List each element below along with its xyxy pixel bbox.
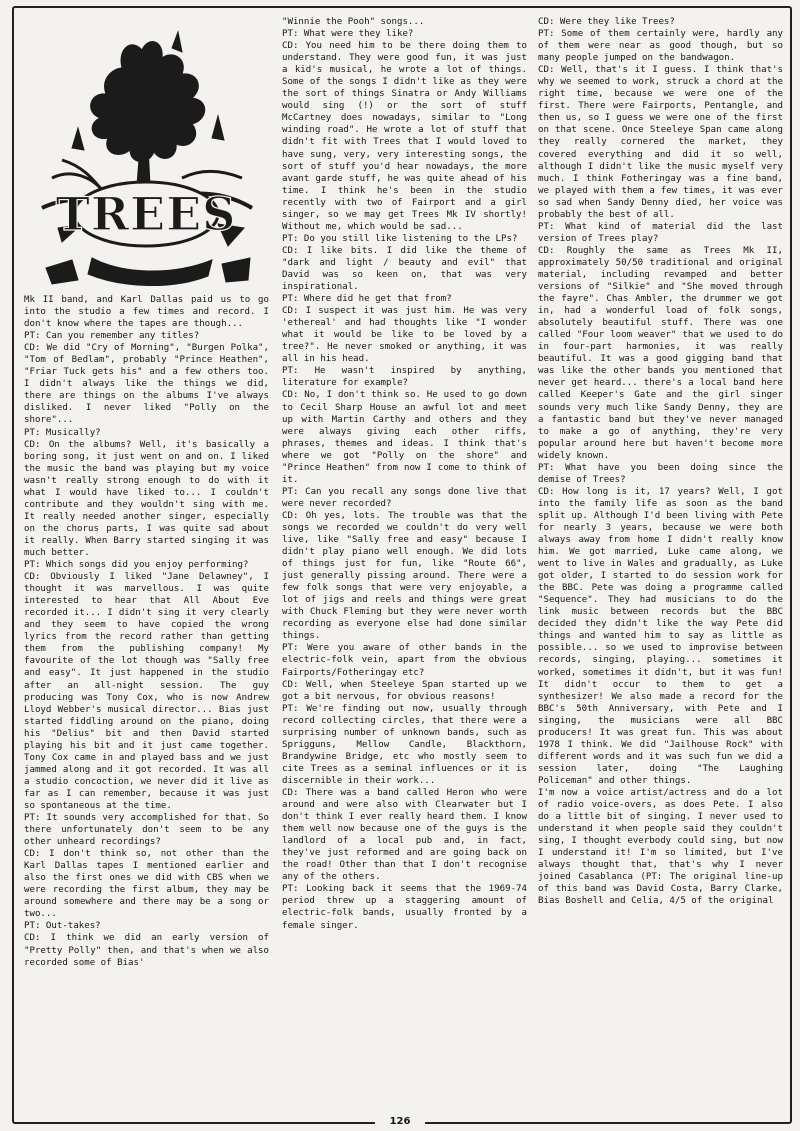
- paragraph: CD: I don't think so, not other than the Karl Dallas tapes I mentioned earlier and also the first ones we did with CBS when we were recording the first album, they may be around somewhere and there may be a song or two...: [24, 849, 269, 920]
- paragraph: PT: What have you been doing since the demise of Trees?: [538, 462, 783, 485]
- paragraph: CD: There was a band called Heron who were around and were also with Clearwater but I don't think I ever really heard them. I know them well now because one of the guys is the landlord of a local pub and, in fact, they've just reformed and are going back on the road! Other than that I don't recognise any of the others.: [282, 788, 527, 883]
- text-column-1: [24, 294, 269, 1094]
- paragraph: PT: What were they like?: [282, 29, 414, 40]
- text-column-3: [538, 16, 783, 1102]
- paragraph: PT: It sounds very accomplished for that. So there unfortunately don't seem to be any other unheard recordings?: [24, 813, 269, 848]
- paragraph: CD: Well, when Steeleye Span started up we got a bit nervous, for obvious reasons!: [282, 679, 527, 702]
- page-number: 126: [375, 1116, 425, 1130]
- logo-title: TREES: [55, 187, 237, 241]
- paragraph: PT: He wasn't inspired by anything, literature for example?: [282, 366, 527, 389]
- paragraph: CD: Obviously I liked "Jane Delawney", I thought it was marvellous. I was quite interested to hear that All About Eve recorded it... I didn't sing it very clearly and they seem to have copied the wrong lyrics from the record rather than getting them from the publishing company! My favourite of the lot though was "Sally free and easy". It just happened in the studio after an all-night session. The guy producing was Tony Cox, who is now Andrew Lloyd Webber's musical director... Bias just started fiddling around on the piano, doing his "Delius" bit and then David started playing his bit and it just came together. Tony Cox came in and played bass and we just jammed along and it got recorded. It was all a studio concoction, we never did it live as far as I can remember, because it was just so spontaneous at the time.: [24, 572, 269, 811]
- paragraph: CD: Roughly the same as Trees Mk II, approximately 50/50 traditional and original material, including revamped and better versions of "Silkie" and "She moved through the fayre". Chas Ambler, the drummer we got in, had a wonderful load of folk songs, absolutely beautiful stuff. There was one called "Four loom weaver" that we used to do in four-part harmonies, it was really beautiful. It was a good gigging band that was like the other bands you mentioned that never get heard... there's a local band here called Keeper's Gate and the girl singer sounds very much like Sandy Denny, they are a fantastic band but they've never managed to make a go of anything, they're very popular around here but haven't become more widely known.: [538, 245, 783, 461]
- paragraph: PT: Musically?: [24, 427, 101, 438]
- paragraph: PT: Looking back it seems that the 1969-74 period threw up a staggering amount of electric-folk bands, usually fronted by a female singer.: [282, 884, 527, 931]
- paragraph: PT: Some of them certainly were, hardly any of them were near as good though, but so many people jumped on the bandwagon.: [538, 29, 783, 64]
- paragraph: CD: I think we did an early version of "Pretty Polly" then, and that's when we also recorded some of Bias': [24, 933, 269, 968]
- paragraph: "Winnie the Pooh" songs...: [282, 17, 425, 27]
- paragraph: Mk II band, and Karl Dallas paid us to go into the studio a few times and record. I don't know where the tapes are though...: [24, 295, 269, 330]
- paragraph: CD: You need him to be there doing them to understand. They were good fun, it was just a kid's musical, he wrote a lot of things. Some of the songs I didn't like as they were the sort of things Sinatra or Andy Williams would sing (!) or the sort of stuff McCartney does nowadays, similar to "Long winding road". He wrote a lot of stuff that didn't fit with Trees that I would loved to have sung, very, very interesting songs, the sort of stuff you'd hear nowadays, the more avant garde stuff, he was quite ahead of his time. I think he's been in the studio recently with two of Fairport and a girl singer, so we may get Trees Mk IV shortly! Without me, which would be sad...: [282, 41, 527, 232]
- paragraph: PT: What kind of material did the last version of Trees play?: [538, 221, 783, 244]
- paragraph: PT: Where did he get that from?: [282, 294, 452, 305]
- paragraph: CD: I like bits. I did like the theme of "dark and light / beauty and evil" that David was so keen on, that was very inspirational.: [282, 245, 527, 293]
- paragraph: PT: We're finding out now, usually through record collecting circles, that there were a surprising number of unknown bands, such as Sprigguns, Mellow Candle, Blackthorn, Brandywine Bridge, etc who mostly seem to cite Trees as a seminal influences or it is discernible in their work...: [282, 703, 527, 786]
- paragraph: CD: Oh yes, lots. The trouble was that the songs we recorded we couldn't do very well live, like "Sally free and easy" because I didn't play piano well enough. We did lots of things just for fun, like "Route 66", just generally pissing around. There were a few folk songs that were very enjoyable, a lot of jigs and reels and things were great with Chuck Fleming but they were never worth recording as everyone else had done similar things.: [282, 510, 527, 642]
- paragraph: CD: I suspect it was just him. He was very 'ethereal' and had thoughts like "I wonder what it would be like to be loved by a tree?". He never smoked or anything, it was all in his head.: [282, 306, 527, 365]
- paragraph: PT: Can you recall any songs done live that were never recorded?: [282, 486, 527, 509]
- tree-illustration: [22, 28, 270, 290]
- paragraph: CD: Well, that's it I guess. I think that's why we seemed to work, struck a chord at the right time, because we were one of the first. There were Fairports, Pentangle, and then us, so I guess we were one of the first on that scene. Once Steeleye Span came along they really cornered the market, they covered everything and did it so well, although I didn't like the music myself very much. I think Fotheringay was a fine band, we played with them a few times, it was ever so sad when Sandy Denny died, her voice was probably the best of all.: [538, 65, 783, 220]
- paragraph: CD: We did "Cry of Morning", "Burgen Polka", "Tom of Bedlam", probably "Prince Heathen", "Friar Tuck gets his" and a few others too. I didn't always like the things we did, there are things on the albums I've always disliked. I never liked "Polly on the shore"...: [24, 343, 269, 426]
- paragraph: CD: No, I don't think so. He used to go down to Cecil Sharp House an awful lot and meet up with Martin Carthy and others and they were always giving each other riffs, phrases, themes and ideas. I think that's where we got "Polly on the shore" and "Prince Heathen" from now I come to think of it.: [282, 390, 527, 485]
- paragraph: PT: Can you remember any titles?: [24, 331, 200, 342]
- text-column-2: [282, 16, 527, 1102]
- paragraph: PT: Out-takes?: [24, 921, 101, 932]
- trees-logo: [22, 28, 270, 290]
- paragraph: CD: On the albums? Well, it's basically a boring song, it just went on and on. I liked the music the band was playing but my voice wasn't really strong enough to do with it what I would have liked to... I couldn't contribute and they wouldn't sing with me. It really needed another singer, especially on the chorus parts, I was quite sad about it really. When Barry started singing it was much better.: [24, 439, 269, 558]
- paragraph: PT: Were you aware of other bands in the electric-folk vein, apart from the obvious Fairports/Fotheringay etc?: [282, 643, 527, 678]
- paragraph: PT: Which songs did you enjoy performing?: [24, 560, 249, 571]
- paragraph: CD: How long is it, 17 years? Well, I got into the family life as soon as the band split up. Although I'd been living with Pete for nearly 3 years, because we were both always away from home I didn't really know him. We got married, Luke came along, we went to live in Wales and gradually, as Luke got older, I started to do session work for the BBC. Pete was doing a programme called "Sequence". They had musicians to do the link music between records but the BBC decided they didn't like the way Pete did things and wanted him to say as little as possible... so we used to improvise between records, singing, playing... sometimes it worked, sometimes it didn't, but it was fun! It didn't occur to them to get a synthesizer! We also made a record for the BBC's 50th Anniversary, with Pete and I singing, the musicians were all BBC producers! It was great fun. This was about 1978 I think. We did "Jailhouse Rock" with different words and it was such fun we did a session later, doing "The Laughing Policeman" and other things.: [538, 486, 783, 786]
- paragraph: CD: Were they like Trees?: [538, 17, 675, 27]
- paragraph: I'm now a voice artist/actress and do a lot of radio voice-overs, as does Pete. I also do a little bit of singing. I never used to understand it when people said they couldn't sing, I thought everbody could sing, but now I understand it! I'm so limited, but I've always thought that, that's why I never joined Casablanca (PT: The original line-up of this band was David Costa, Barry Clarke, Bias Boshell and Celia, 4/5 of the original: [538, 788, 783, 907]
- paragraph: PT: Do you still like listening to the LPs?: [282, 233, 518, 244]
